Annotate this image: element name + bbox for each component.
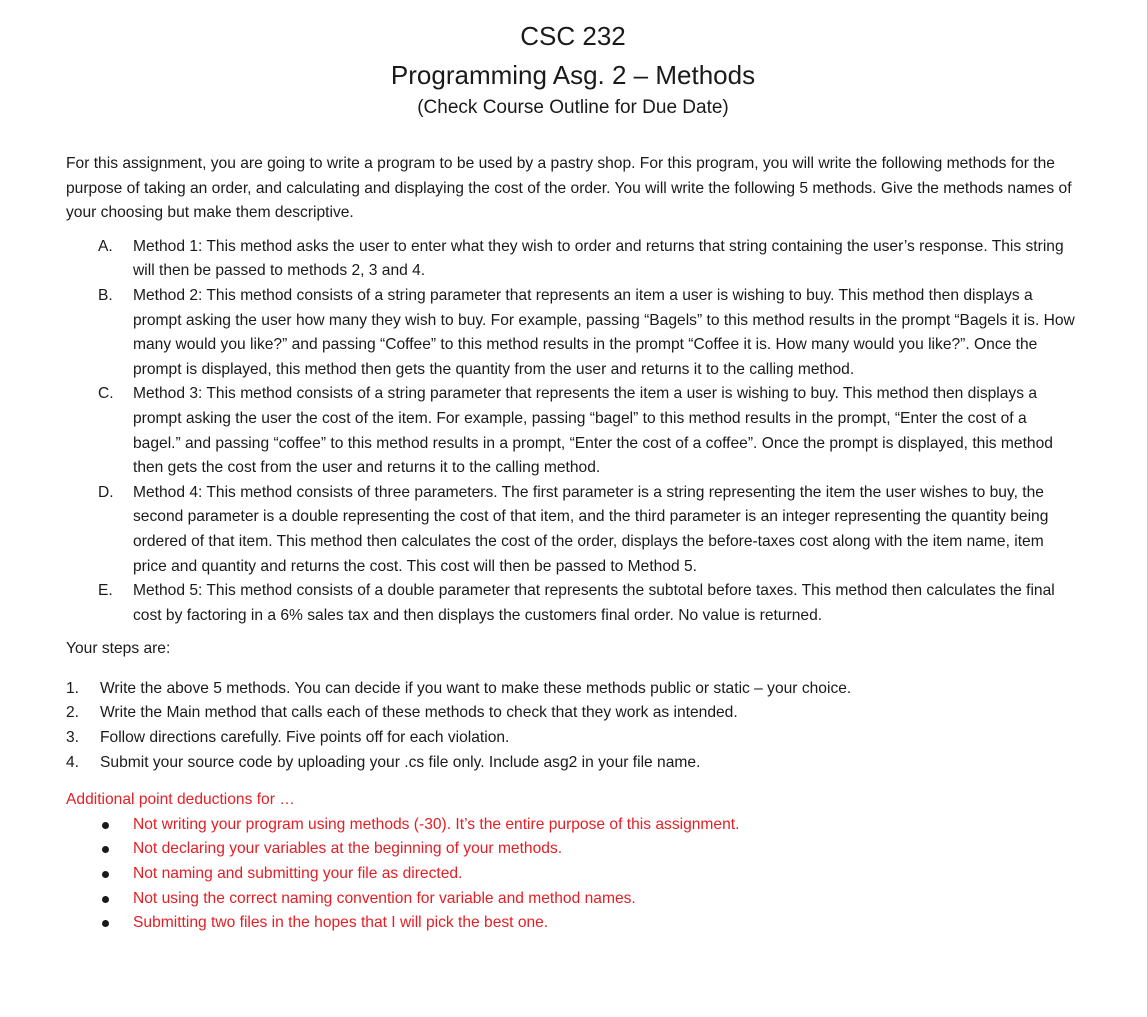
deduction-text: Not writing your program using methods (-30). It’s the entire purpose of this assignment. — [133, 815, 740, 833]
step-text: Write the Main method that calls each of these methods to check that they work as intended. — [100, 704, 738, 722]
bullet-icon — [102, 822, 109, 829]
deductions-list — [66, 813, 1076, 936]
deduction-text: Not using the correct naming convention for variable and method names. — [133, 889, 636, 907]
step-item — [66, 726, 1076, 751]
deduction-text: Not declaring your variables at the beginning of your methods. — [133, 840, 563, 858]
bullet-icon — [102, 871, 109, 878]
method-text: Method 2: This method consists of a string parameter that represents an item a user is wishing to buy. This method then displays a prompt asking the user how many they wish to buy. For example, passing “Bagels” to this method results in the prompt “Bagels it is. How many would you like?” and passing “Coffee” to this method results in the prompt “Coffee it is. How many would you like?”. Once the prompt is displayed, this method then gets the quantity from the user and returns it to the calling method. — [133, 286, 1075, 378]
deductions-title: Additional point deductions for … — [66, 791, 295, 809]
method-item-d — [66, 481, 1076, 579]
bullet-icon — [102, 920, 109, 927]
step-text: Write the above 5 methods. You can decide if you want to make these methods public or static – your choice. — [100, 679, 852, 697]
deduction-item — [66, 837, 1076, 862]
step-text: Follow directions carefully. Five points off for each violation. — [100, 729, 510, 747]
method-item-a — [66, 235, 1076, 284]
methods-list — [66, 235, 1076, 629]
step-item — [66, 701, 1076, 726]
step-number: 4. — [66, 753, 80, 771]
step-text: Submit your source code by uploading your .cs file only. Include asg2 in your file name. — [100, 753, 701, 771]
intro-paragraph: For this assignment, you are going to write a program to be used by a pastry shop. For this program, you will write the following methods for the purpose of taking an order, and calculating and displaying the cost of the order. You will write the following 5 methods. Give the methods names of your choosing but make them descriptive. — [66, 155, 1072, 222]
method-marker: A. — [98, 237, 113, 255]
deduction-text: Submitting two files in the hopes that I will pick the best one. — [133, 914, 549, 932]
method-text: Method 3: This method consists of a string parameter that represents the item a user is wishing to buy. This method then displays a prompt asking the user the cost of the item. For example, passing “bagel” to this method results in the prompt, “Enter the cost of a bagel.” and passing “coffee” to this method results in a prompt, “Enter the cost of a coffee”. Once the prompt is displayed, this method then gets the cost from the user and returns it to the calling method. — [133, 385, 1053, 477]
method-item-b — [66, 284, 1076, 382]
document-header — [0, 18, 1146, 122]
deduction-text: Not naming and submitting your file as directed. — [133, 865, 463, 883]
method-item-e — [66, 579, 1076, 628]
bullet-icon — [102, 896, 109, 903]
deduction-item — [66, 887, 1076, 912]
method-marker: D. — [98, 483, 114, 501]
course-code: CSC 232 — [520, 21, 626, 51]
method-item-c — [66, 382, 1076, 480]
deductions-section — [66, 788, 1076, 936]
deduction-item — [66, 813, 1076, 838]
deduction-item — [66, 911, 1076, 936]
step-number: 3. — [66, 729, 80, 747]
step-number: 1. — [66, 679, 80, 697]
bullet-icon — [102, 846, 109, 853]
steps-heading: Your steps are: — [66, 640, 171, 658]
step-item — [66, 751, 1076, 776]
due-date-note: (Check Course Outline for Due Date) — [417, 97, 729, 118]
step-item — [66, 677, 1076, 702]
steps-list — [66, 677, 1076, 775]
method-text: Method 4: This method consists of three parameters. The first parameter is a string representing the item the user wishes to buy, the second parameter is a double representing the cost of that item, and the third parameter is an integer representing the quantity being ordered of that item. This method then calculates the cost of the order, displays the before-taxes cost along with the item name, item price and quantity and returns the cost. This cost will then be passed to Method 5. — [133, 483, 1049, 575]
assignment-title: Programming Asg. 2 – Methods — [390, 60, 756, 90]
method-text: Method 5: This method consists of a double parameter that represents the subtotal before taxes. This method then calculates the final cost by factoring in a 6% sales tax and then displays the customers final order. No value is returned. — [133, 582, 1055, 624]
document-body — [66, 152, 1076, 936]
method-marker: B. — [98, 286, 113, 304]
method-text: Method 1: This method asks the user to enter what they wish to order and returns that string containing the user’s response. This string will then be passed to methods 2, 3 and 4. — [133, 237, 1064, 280]
step-number: 2. — [66, 704, 80, 722]
method-marker: E. — [98, 582, 113, 600]
method-marker: C. — [98, 385, 114, 403]
deduction-item — [66, 862, 1076, 887]
